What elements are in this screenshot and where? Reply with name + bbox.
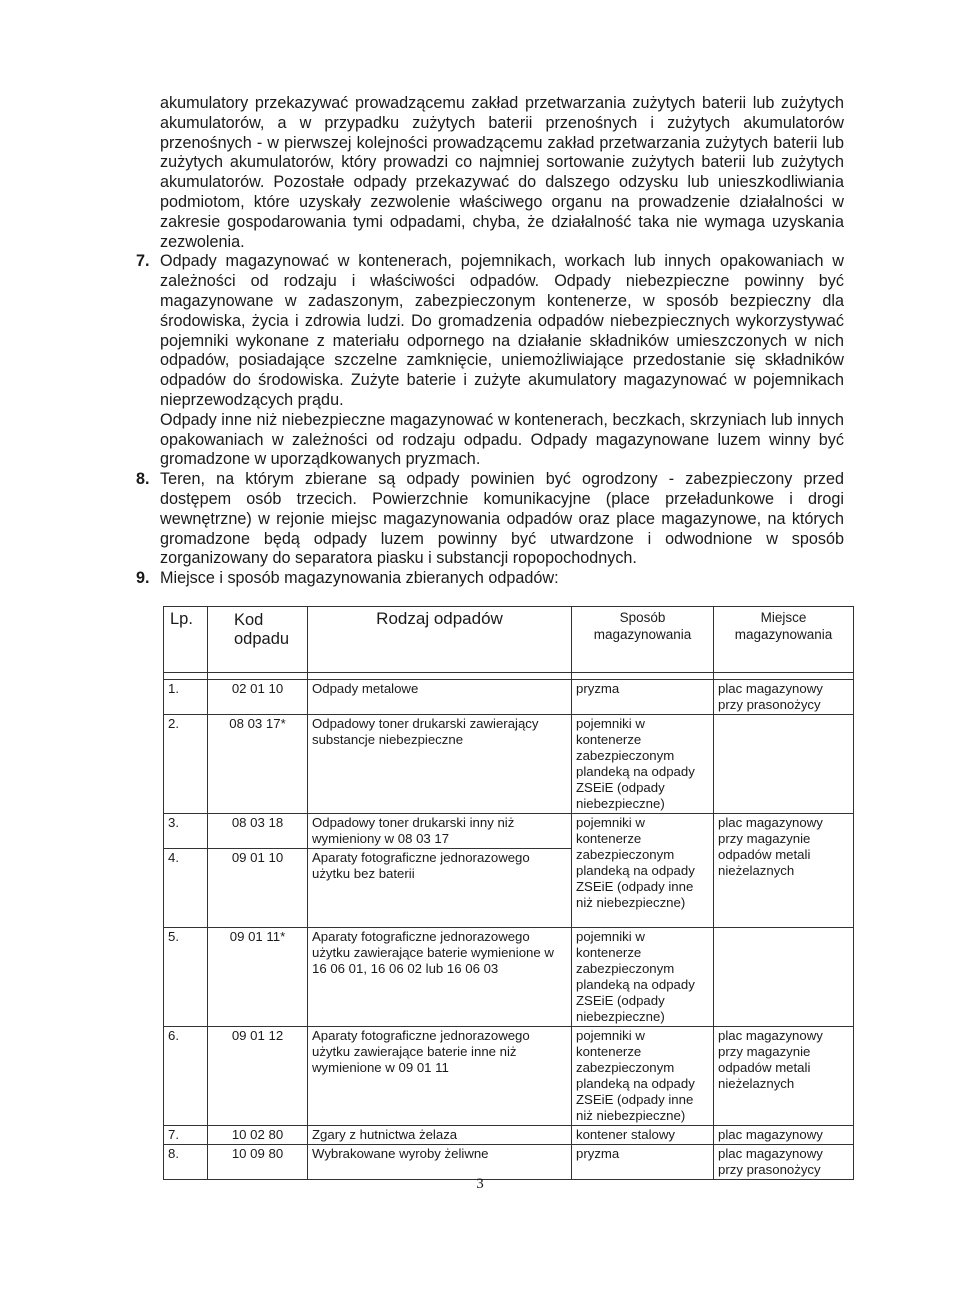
cell-sposob: pojemniki w kontenerze zabezpieczonym plandeką na odpady ZSEiE (odpady inne niż niebezpieczne) (572, 814, 714, 928)
cell-sposob: pryzma (572, 680, 714, 715)
header-miejsce-line1: Miejsce (760, 610, 807, 625)
cell-lp: 4. (164, 849, 208, 928)
header-sposob-line1: Sposób (619, 610, 666, 625)
cell-sposob: pryzma (572, 1145, 714, 1180)
list-item-8 (136, 470, 844, 569)
cell-rodzaj: Aparaty fotograficzne jednorazowego użytku zawierające baterie wymienione w 16 06 01, 16 06 02 lub 16 06 03 (308, 928, 572, 1027)
header-miejsce (714, 607, 854, 673)
table-row (164, 814, 854, 849)
cell-rodzaj: Odpady metalowe (308, 680, 572, 715)
cell-rodzaj: Wybrakowane wyroby żeliwne (308, 1145, 572, 1180)
cell-rodzaj: Zgary z hutnictwa żelaza (308, 1126, 572, 1145)
cell-kod: 08 03 17* (208, 715, 308, 814)
table-row (164, 1126, 854, 1145)
page-number: 3 (476, 1176, 484, 1192)
cell-miejsce: plac magazynowy przy prasonożycy (714, 1145, 854, 1180)
cell-lp: 2. (164, 715, 208, 814)
cell-miejsce: plac magazynowy przy prasonożycy (714, 680, 854, 715)
cell-miejsce: plac magazynowy przy magazynie odpadów metali nieżelaznych (714, 1027, 854, 1126)
cell-kod: 09 01 12 (208, 1027, 308, 1126)
header-miejsce-line2: magazynowania (734, 627, 833, 642)
cell-lp: 3. (164, 814, 208, 849)
table-row (164, 680, 854, 715)
cell-miejsce: plac magazynowy przy magazynie odpadów metali nieżelaznych (714, 814, 854, 928)
header-kod-line1: Kod (234, 611, 264, 629)
table-spacer (164, 673, 854, 680)
cell-lp: 1. (164, 680, 208, 715)
cell-kod: 10 02 80 (208, 1126, 308, 1145)
header-sposob (572, 607, 714, 673)
item-note: Odpady inne niż niebezpieczne magazynować w kontenerach, beczkach, skrzyniach lub innych opakowaniach w zależności od rodzaju odpadu. Odpady magazynowane luzem winny być gromadzone w uporządkowanych pryzmach. (160, 410, 844, 469)
table-row (164, 715, 854, 814)
cell-miejsce (714, 928, 854, 1027)
cell-sposob: kontener stalowy (572, 1126, 714, 1145)
cell-lp: 6. (164, 1027, 208, 1126)
item-number: 9. (136, 569, 150, 588)
cell-kod: 10 09 80 (208, 1145, 308, 1180)
cell-lp: 5. (164, 928, 208, 1027)
cell-sposob: pojemniki w kontenerze zabezpieczonym plandeką na odpady ZSEiE (odpady inne niż niebezpieczne) (572, 1027, 714, 1126)
cell-sposob: pojemniki w kontenerze zabezpieczonym plandeką na odpady ZSEiE (odpady niebezpieczne) (572, 715, 714, 814)
cell-miejsce: plac magazynowy (714, 1126, 854, 1145)
list-item-9 (136, 569, 844, 589)
cell-lp: 7. (164, 1126, 208, 1145)
cell-rodzaj: Aparaty fotograficzne jednorazowego użytku zawierające baterie inne niż wymienione w 09 01 11 (308, 1027, 572, 1126)
list-item-7 (136, 252, 844, 470)
item-text: Teren, na którym zbierane są odpady powinien być ogrodzony - zabezpieczony przed dostępem osób trzecich. Powierzchnie komunikacyjne (place przeładunkowe i drogi wewnętrzne) w rejonie miejsc magazynowania odpadów oraz place magazynowe, na których gromadzone będą odpady luzem powinny być utwardzone i odwodnione w sposób zorganizowany do separatora piasku i substancji ropopochodnych. (160, 470, 844, 568)
item-number: 7. (136, 252, 150, 271)
waste-storage-table (163, 606, 854, 1180)
cell-sposob: pojemniki w kontenerze zabezpieczonym plandeką na odpady ZSEiE (odpady niebezpieczne) (572, 928, 714, 1027)
header-kod-line2: odpadu (234, 630, 290, 648)
cell-kod: 09 01 10 (208, 849, 308, 928)
cell-rodzaj: Odpadowy toner drukarski zawierający substancje niebezpieczne (308, 715, 572, 814)
table-row (164, 1027, 854, 1126)
cell-kod: 08 03 18 (208, 814, 308, 849)
table-row (164, 1145, 854, 1180)
item-text: Miejsce i sposób magazynowania zbieranych odpadów: (160, 569, 559, 588)
cell-miejsce (714, 715, 854, 814)
header-rodzaj: Rodzaj odpadów (308, 607, 572, 673)
cell-lp: 8. (164, 1145, 208, 1180)
cell-rodzaj: Odpadowy toner drukarski inny niż wymieniony w 08 03 17 (308, 814, 572, 849)
item-text: Odpady magazynować w kontenerach, pojemnikach, workach lub innych opakowaniach w zależności od rodzaju i właściwości odpadów. Odpady niebezpieczne powinny być magazynowane w zadaszonym, zabezpieczonym kontenerze, w sposób bezpieczny dla środowiska, życia i zdrowia ludzi. Do gromadzenia odpadów niebezpiecznych wykorzystywać pojemniki wykonane z materiału odpornego na działanie składników umieszczonych w nich odpadów, posiadające szczelne zamknięcie, uniemożliwiające przedostanie się składników odpadów do środowiska. Zużyte baterie i zużyte akumulatory magazynować w pojemnikach nieprzewodzących prądu. (160, 252, 844, 409)
body-text (136, 94, 844, 589)
header-kod (208, 607, 308, 673)
table-row (164, 928, 854, 1027)
table-header-row (164, 607, 854, 673)
item-number: 8. (136, 470, 150, 489)
header-lp: Lp. (164, 607, 208, 673)
cell-kod: 02 01 10 (208, 680, 308, 715)
intro-paragraph: akumulatory przekazywać prowadzącemu zakład przetwarzania zużytych baterii lub zużytych akumulatorów, a w przypadku zużytych baterii przenośnych i zużytych akumulatorów przenośnych - w pierwszej kolejności prowadzącemu zakład przetwarzania zużytych baterii lub zużytych akumulatorów, który prowadzi co najmniej sortowanie zużytych baterii lub zużytych akumulatorów. Pozostałe odpady przekazywać do dalszego odzysku lub unieszkodliwiania podmiotom, które uzyskały zezwolenie właściwego organu na prowadzenie działalności w zakresie gospodarowania tymi odpadami, chyba, że działalność taka nie wymaga uzyskania zezwolenia. (160, 94, 844, 251)
header-sposob-line2: magazynowania (593, 627, 692, 642)
cell-rodzaj: Aparaty fotograficzne jednorazowego użytku bez baterii (308, 849, 572, 928)
cell-kod: 09 01 11* (208, 928, 308, 1027)
